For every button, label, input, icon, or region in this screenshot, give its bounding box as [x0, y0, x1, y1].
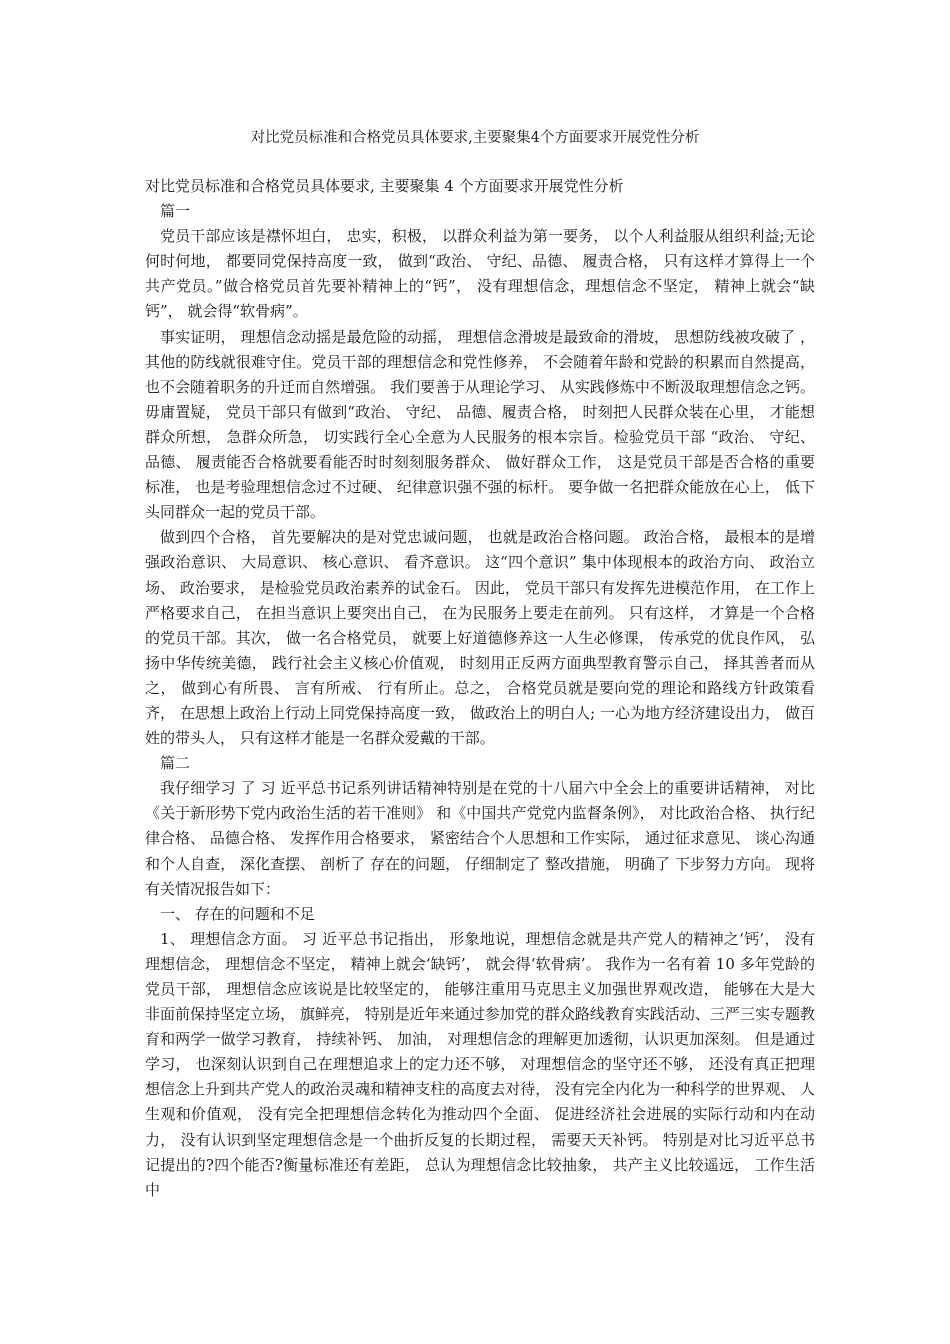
page-title: 对比党员标准和合格党员具体要求,主要聚集4个方面要求开展党性分析 [250, 130, 700, 146]
document-subtitle: 对比党员标准和合格党员具体要求, 主要聚集 4 个方面要求开展党性分析 [145, 177, 624, 195]
subheading: 一、 存在的问题和不足 [160, 904, 315, 923]
paragraph: 1、 理想信念方面。 习 近平总书记指出， 形象地说，理想信念就是共产党人的精神之‘钙’， 没有理想信念， 理想信念不坚定， 精神上就会‘缺钙’， 就会得‘软骨病’。 我作为一名有着 10 多年党龄的党员干部， 理想信念应该说是比较坚定的， 能够注重用马克思主义加强世界观改造， 能够在大是大非面前保持坚定立场， 旗鲜亮， 特别是近年来通过参加党的群众路线教育实践活动、三严三实专题教育和两学一做学习教育， 持续补钙、 加油， 对理想信念的理解更加透彻，认识更加深刻。 但是通过学习， 也深刻认识到自己在理想追求上的定力还不够， 对理想信念的坚守还不够， 还没有真正把理想信念上升到共产党人的政治灵魂和精神支柱的高度去对待， 没有完全内化为一种科学的世界观、 人生观和价值观， 没有完全把理想信念转化为推动四个全面、 促进经济社会进展的实际行动和内在动力， 没有认识到坚定理想信念是一个曲折反复的长期过程， 需要天天补钙。 特别是对比习近平总书记提出的?四个能否?衡量标准还有差距， 总认为理想信念比较抽象， 共产主义比较遥远， 工作生活中 [145, 929, 815, 1199]
document-body [145, 174, 815, 1203]
paragraph: 做到四个合格， 首先要解决的是对党忠诚问题， 也就是政治合格问题。 政治合格， 最根本的是增强政治意识、 大局意识、 核心意识、 看齐意识。 这“四个意识” 集中体现根本的政治方向、 政治立场、 政治要求， 是检验党员政治素养的试金石。 因此， 党员干部只有发挥先进模范作用， 在工作上严格要求自己， 在担当意识上要突出自己， 在为民服务上要走在前列。 只有这样， 才算是一个合格的党员干部。其次， 做一名合格党员， 就要上好道德修养这一人生必修课， 传承党的优良作风， 弘扬中华传统美德， 践行社会主义核心价值观， 时刻用正反两方面典型教育警示自己， 择其善者而从之， 做到心有所畏、 言有所戒、 行有所止。总之， 合格党员就是要向党的理论和路线方针政策看齐， 在思想上政治上行动上同党保持高度一致， 做政治上的明白人; 一心为地方经济建设出力， 做百姓的带头人， 只有这样才能是一名群众爱戴的干部。 [145, 528, 815, 748]
section-heading-1: 篇一 [160, 202, 191, 221]
paragraph: 党员干部应该是襟怀坦白， 忠实，积极， 以群众利益为第一要务， 以个人利益服从组织利益;无论何时何地， 都要同党保持高度一致， 做到“政治、 守纪、品德、 履责合格， 只有这样才算得上一个共产党员。”做合格党员首先要补精神上的“钙”， 没有理想信念，理想信念不坚定， 精神上就会“缺钙”， 就会得“软骨病”。 [145, 227, 815, 321]
paragraph: 我仔细学习 了 习 近平总书记系列讲话精神特别是在党的十八届六中全会上的重要讲话精神， 对比《关于新形势下党内政治生活的若干准则》 和《中国共产党党内监督条例》， 对比政治合格、 执行纪律合格、 品德合格、 发挥作用合格要求， 紧密结合个人思想和工作实际， 通过征求意见、 谈心沟通和个人自查， 深化查摆、 剖析了 存在的问题， 仔细制定了 整改措施， 明确了 下步努力方向。 现将有关情况报告如下： [145, 779, 815, 898]
section-heading-2: 篇二 [160, 754, 191, 773]
paragraph: 事实证明， 理想信念动摇是最危险的动摇， 理想信念滑坡是最致命的滑坡， 思想防线被攻破了 ， 其他的防线就很难守住。党员干部的理想信念和党性修养， 不会随着年龄和党龄的积累而自然提高， 也不会随着职务的升迁而自然增强。 我们要善于从理论学习、 从实践修炼中不断汲取理想信念之钙。毋庸置疑， 党员干部只有做到“政治、 守纪、 品德、履责合格， 时刻把人民群众装在心里， 才能想群众所想， 急群众所急， 切实践行全心全意为人民服务的根本宗旨。检验党员干部 “政治、 守纪、 品德、 履责能否合格就要看能否时时刻刻服务群众、 做好群众工作， 这是党员干部是否合格的重要标准， 也是考验理想信念过不过硬、 纪律意识强不强的标杆。 要争做一名把群众能放在心上， 低下头同群众一起的党员干部。 [145, 327, 815, 522]
